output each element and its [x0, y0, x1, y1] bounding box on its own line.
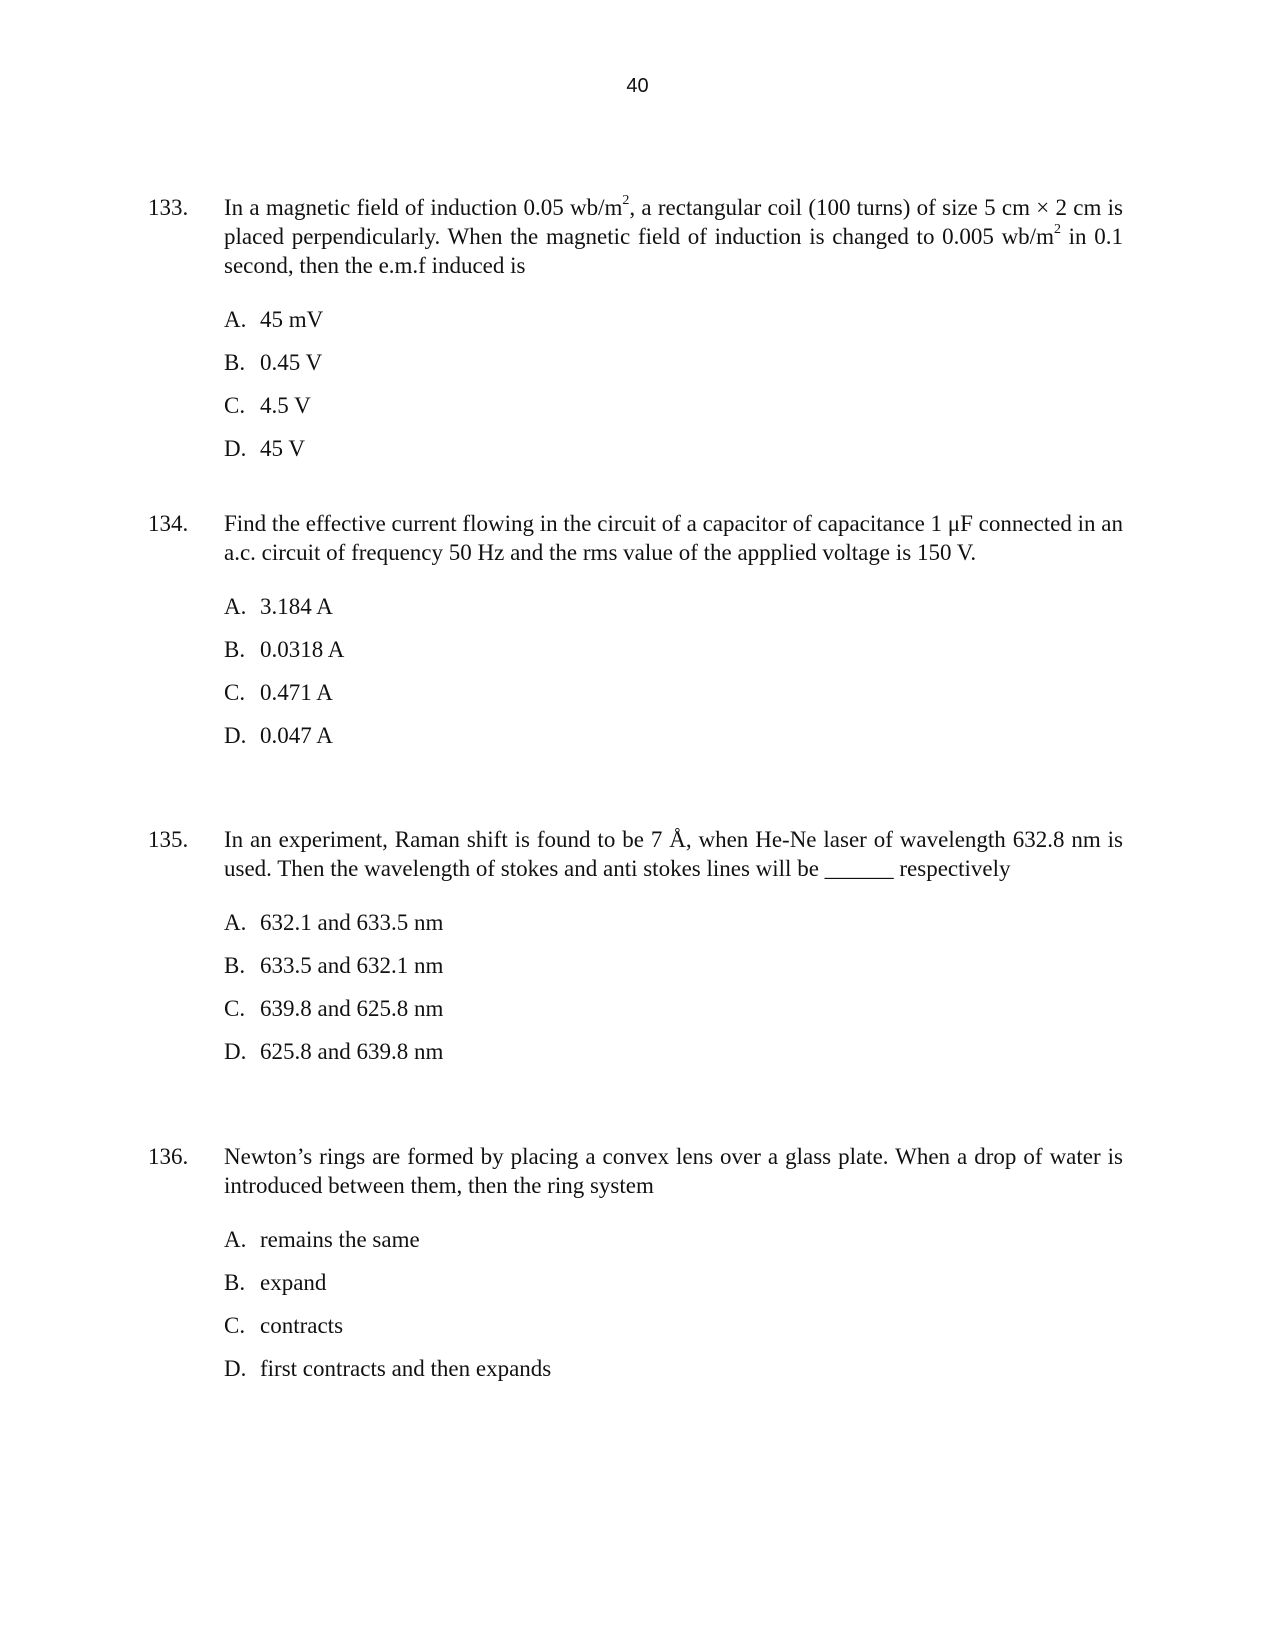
option-letter: A. [224, 307, 247, 332]
option-b [224, 1268, 1123, 1311]
option-list [224, 1225, 1123, 1397]
option-letter: A. [224, 910, 247, 935]
option-letter: C. [224, 1313, 246, 1338]
option-c [224, 994, 1123, 1037]
question-text-part: In a magnetic field of induction 0.05 wb/m [224, 195, 623, 220]
question-number: 134. [148, 511, 189, 536]
question-number: 135. [148, 827, 189, 852]
option-letter: D. [224, 436, 247, 461]
option-text: 633.5 and 632.1 nm [260, 953, 444, 978]
option-a [224, 908, 1123, 951]
option-d [224, 721, 1123, 764]
option-d [224, 1354, 1123, 1397]
option-a [224, 305, 1123, 348]
option-b [224, 348, 1123, 391]
option-d [224, 1037, 1123, 1080]
option-letter: B. [224, 953, 246, 978]
option-letter: A. [224, 1227, 247, 1252]
option-text: first contracts and then expands [260, 1356, 552, 1381]
superscript: 2 [1053, 222, 1061, 238]
option-text: 45 V [260, 436, 305, 461]
option-b [224, 635, 1123, 678]
option-text: remains the same [260, 1227, 420, 1252]
question-text-part: , a rectangular coil (100 turns) of size 5 cm × 2 cm is placed perpendicularly. When the magnetic field of induction is changed to 0.005 wb/m [224, 195, 1123, 249]
question-number: 133. [148, 195, 189, 220]
option-letter: C. [224, 996, 246, 1021]
option-list [224, 592, 1123, 764]
option-text: 45 mV [260, 307, 324, 332]
option-text: expand [260, 1270, 327, 1295]
option-a [224, 592, 1123, 635]
option-letter: B. [224, 350, 246, 375]
page-number: 40 [626, 75, 649, 97]
question-133 [148, 193, 1123, 477]
option-letter: D. [224, 1039, 247, 1064]
option-letter: A. [224, 594, 247, 619]
question-text-part: in 0.1 second, then the e.m.f induced is [224, 224, 1123, 278]
option-text: 0.45 V [260, 350, 323, 375]
option-letter: C. [224, 393, 246, 418]
option-letter: B. [224, 1270, 246, 1295]
option-list [224, 908, 1123, 1080]
option-text: 632.1 and 633.5 nm [260, 910, 444, 935]
option-b [224, 951, 1123, 994]
question-number: 136. [148, 1144, 189, 1169]
question-text [224, 193, 1123, 280]
option-text: 0.047 A [260, 723, 333, 748]
option-c [224, 678, 1123, 721]
option-letter: C. [224, 680, 246, 705]
question-text: Find the effective current flowing in the circuit of a capacitor of capacitance 1 μF connected in an a.c. circuit of frequency 50 Hz and the rms value of the appplied voltage is 150 V. [224, 511, 1123, 565]
option-letter: B. [224, 637, 246, 662]
option-text: 0.471 A [260, 680, 333, 705]
question-text: Newton’s rings are formed by placing a convex lens over a glass plate. When a drop of water is introduced between them, then the ring system [224, 1144, 1123, 1198]
question-135 [148, 825, 1123, 1080]
option-c [224, 1311, 1123, 1354]
option-text: 0.0318 A [260, 637, 345, 662]
option-text: 4.5 V [260, 393, 311, 418]
option-letter: D. [224, 1356, 247, 1381]
option-d [224, 434, 1123, 477]
question-text: In an experiment, Raman shift is found to be 7 Å, when He-Ne laser of wavelength 632.8 nm is used. Then the wavelength of stokes and anti stokes lines will be ______ respectively [224, 827, 1123, 881]
option-letter: D. [224, 723, 247, 748]
option-text: 625.8 and 639.8 nm [260, 1039, 444, 1064]
option-text: contracts [260, 1313, 344, 1338]
question-134 [148, 509, 1123, 764]
option-a [224, 1225, 1123, 1268]
option-text: 639.8 and 625.8 nm [260, 996, 444, 1021]
superscript: 2 [622, 193, 630, 209]
option-c [224, 391, 1123, 434]
question-136 [148, 1142, 1123, 1397]
option-list [224, 305, 1123, 477]
option-text: 3.184 A [260, 594, 333, 619]
